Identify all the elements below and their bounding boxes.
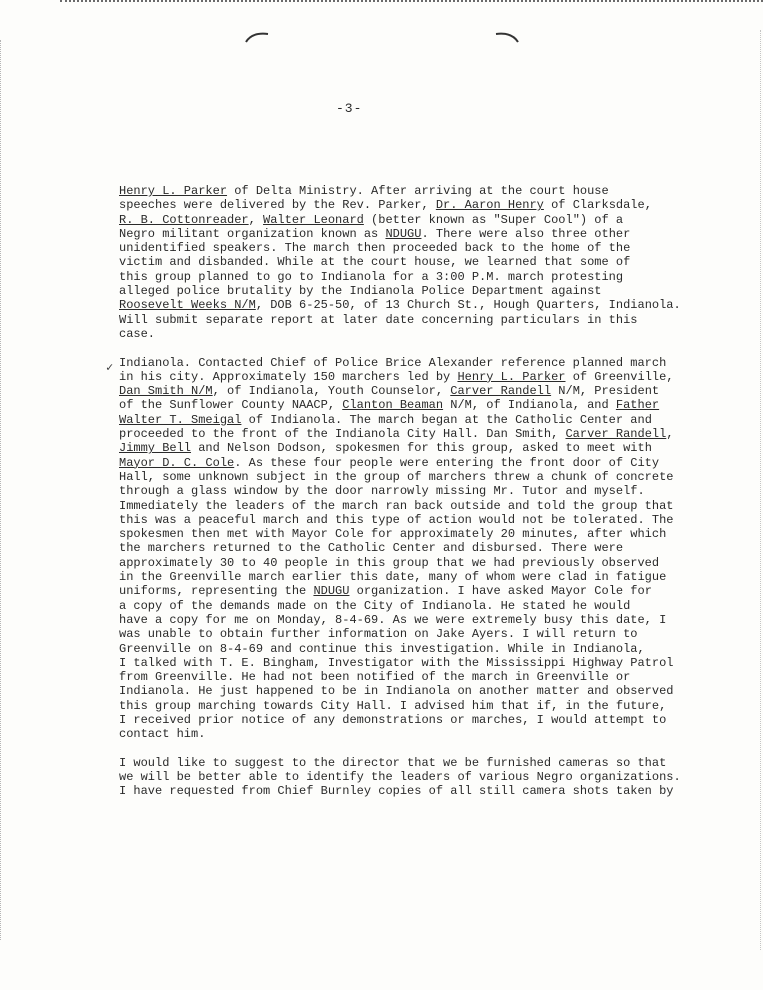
text-line xyxy=(119,456,675,470)
text-segment: Indianola. He just happened to be in Indianola on another matter and observed xyxy=(119,684,674,699)
text-segment: we will be better able to identify the leaders of various Negro organizations. xyxy=(119,770,681,785)
text-line xyxy=(119,484,675,498)
underlined-name: Walter Leonard xyxy=(263,212,364,227)
text-line xyxy=(119,556,675,570)
text-line xyxy=(119,356,675,370)
text-segment: Greenville on 8-4-69 and continue this investigation. While in Indianola, xyxy=(119,641,645,656)
text-segment: Indianola. Contacted Chief of Police Brice Alexander reference planned march xyxy=(119,355,667,370)
text-line xyxy=(119,584,675,598)
text-segment: in his city. Approximately 150 marchers led by xyxy=(119,369,458,384)
text-segment: , DOB 6-25-50, of 13 Church St., Hough Quarters, Indianola. xyxy=(255,298,681,313)
text-line xyxy=(119,384,675,398)
text-segment: of the Sunflower County NAACP, xyxy=(119,398,343,413)
text-segment: Negro militant organization known as xyxy=(119,226,386,241)
underlined-name: Father xyxy=(615,398,660,413)
text-segment: N/M, President xyxy=(551,384,660,399)
paragraph-indianola xyxy=(119,356,675,742)
text-segment: the marchers returned to the Catholic Center and disbursed. There were xyxy=(119,541,624,556)
text-segment: I received prior notice of any demonstrations or marches, I would attempt to xyxy=(119,712,667,727)
text-segment: alleged police brutality by the Indianola Police Department against xyxy=(119,284,602,299)
text-line xyxy=(119,441,675,455)
text-segment: was unable to obtain further information on Jake Ayers. I will return to xyxy=(119,627,638,642)
text-line xyxy=(119,513,675,527)
text-segment: this was a peaceful march and this type of action would not be tolerated. The xyxy=(119,512,674,527)
text-line xyxy=(119,213,675,227)
text-line xyxy=(119,627,675,641)
right-edge-specks xyxy=(752,30,761,950)
punch-hole-mark-right xyxy=(494,30,520,44)
underlined-name: Roosevelt Weeks N/M xyxy=(119,298,256,313)
memo-body xyxy=(119,184,681,813)
text-line xyxy=(119,684,675,698)
text-line xyxy=(119,670,675,684)
text-segment: have a copy for me on Monday, 8-4-69. As we were extremely busy this date, I xyxy=(119,612,667,627)
underlined-name: Mayor D. C. Cole xyxy=(119,455,235,470)
text-line xyxy=(119,642,675,656)
underlined-name: Henry L. Parker xyxy=(119,184,228,198)
text-line xyxy=(119,313,675,327)
underlined-name: Henry L. Parker xyxy=(457,369,566,384)
text-segment: a copy of the demands made on the City of Indianola. He stated he would xyxy=(119,598,631,613)
text-segment: of Delta Ministry. After arriving at the court house xyxy=(227,184,609,198)
text-segment: N/M, of Indianola, and xyxy=(443,398,616,413)
underlined-name: Carver Randell xyxy=(565,427,667,442)
text-line xyxy=(119,784,675,798)
underlined-name: Carver Randell xyxy=(450,384,552,399)
text-segment: spokesmen then met with Mayor Cole for approximately 20 minutes, after which xyxy=(119,527,667,542)
text-line xyxy=(119,227,675,241)
text-line xyxy=(119,470,675,484)
text-segment: organization. I have asked Mayor Cole for xyxy=(349,584,652,599)
paragraph-cameras xyxy=(119,755,681,799)
text-line xyxy=(119,713,675,727)
text-segment: approximately 30 to 40 people in this group that we had previously observed xyxy=(119,555,660,570)
text-segment: . There were also three other xyxy=(421,226,631,241)
text-segment: this group planned to go to Indianola for a 3:00 P.M. march protesting xyxy=(119,269,624,284)
text-segment: I would like to suggest to the director that we be furnished cameras so that xyxy=(119,755,667,770)
text-segment: proceeded to the front of the Indianola City Hall. Dan Smith, xyxy=(119,427,566,442)
text-segment: Will submit separate report at later date concerning particulars in this xyxy=(119,312,638,327)
text-segment: case. xyxy=(119,326,156,341)
top-edge-border xyxy=(60,0,763,2)
text-segment: , xyxy=(666,427,674,442)
text-segment: from Greenville. He had not been notified of the march in Greenville or xyxy=(119,670,631,685)
paragraph-court-house xyxy=(119,184,681,341)
text-line xyxy=(119,413,675,427)
text-segment: through a glass window by the door narrowly missing Mr. Tutor and myself. xyxy=(119,484,645,499)
text-line xyxy=(119,255,675,269)
text-segment: speeches were delivered by the Rev. Parker, xyxy=(119,198,436,213)
text-line xyxy=(119,599,675,613)
underlined-name: NDUGU xyxy=(313,584,350,599)
text-segment: , xyxy=(248,212,264,227)
underlined-name: Dan Smith N/M xyxy=(119,384,213,399)
text-line xyxy=(119,198,675,212)
text-line xyxy=(119,241,675,255)
text-line xyxy=(119,284,675,298)
text-segment: I have requested from Chief Burnley copies of all still camera shots taken by xyxy=(119,784,674,799)
underlined-name: Jimmy Bell xyxy=(119,441,192,456)
text-segment: and Nelson Dodson, spokesmen for this group, asked to meet with xyxy=(191,441,652,456)
underlined-name: Dr. Aaron Henry xyxy=(435,198,544,213)
page-number: -3- xyxy=(336,101,363,116)
text-segment: of Greenville, xyxy=(565,369,674,384)
text-line xyxy=(119,527,675,541)
left-edge-specks xyxy=(0,40,11,940)
punch-hole-mark-left xyxy=(244,30,270,44)
underlined-name: R. B. Cottonreader xyxy=(119,212,249,227)
text-segment: Hall, some unknown subject in the group of marchers threw a chunk of concrete xyxy=(119,469,674,484)
text-segment: I talked with T. E. Bingham, Investigator with the Mississippi Highway Patrol xyxy=(119,655,674,670)
underlined-name: Clanton Beaman xyxy=(342,398,444,413)
text-segment: uniforms, representing the xyxy=(119,584,314,599)
text-line xyxy=(119,427,675,441)
text-segment: of Clarksdale, xyxy=(543,198,652,213)
text-segment: unidentified speakers. The march then proceeded back to the home of the xyxy=(119,241,631,256)
text-line xyxy=(119,699,675,713)
text-line xyxy=(119,184,675,198)
text-line xyxy=(119,756,675,770)
text-line xyxy=(119,298,681,313)
text-line xyxy=(119,541,675,555)
text-line xyxy=(119,370,675,384)
text-line xyxy=(119,398,675,412)
text-line xyxy=(119,570,675,584)
check-mark-icon: ✓ xyxy=(106,361,114,375)
text-segment: of Indianola. The march began at the Catholic Center and xyxy=(241,412,652,427)
text-line xyxy=(119,770,681,785)
underlined-name: Walter T. Smeigal xyxy=(119,412,242,427)
text-line xyxy=(119,613,675,627)
text-segment: , of Indianola, Youth Counselor, xyxy=(212,384,451,399)
text-segment: in the Greenville march earlier this date, many of whom were clad in fatigue xyxy=(119,570,667,585)
text-line xyxy=(119,270,675,284)
text-segment: contact him. xyxy=(119,727,206,742)
text-segment: this group marching towards City Hall. I advised him that if, in the future, xyxy=(119,698,667,713)
text-line xyxy=(119,727,675,741)
text-segment: victim and disbanded. While at the court house, we learned that some of xyxy=(119,255,631,270)
text-line xyxy=(119,499,675,513)
text-segment: . As these four people were entering the front door of City xyxy=(234,455,660,470)
text-line xyxy=(119,656,675,670)
text-segment: Immediately the leaders of the march ran back outside and told the group that xyxy=(119,498,674,513)
text-segment: (better known as "Super Cool") of a xyxy=(363,212,624,227)
text-line xyxy=(119,327,675,341)
underlined-name: NDUGU xyxy=(385,226,422,241)
